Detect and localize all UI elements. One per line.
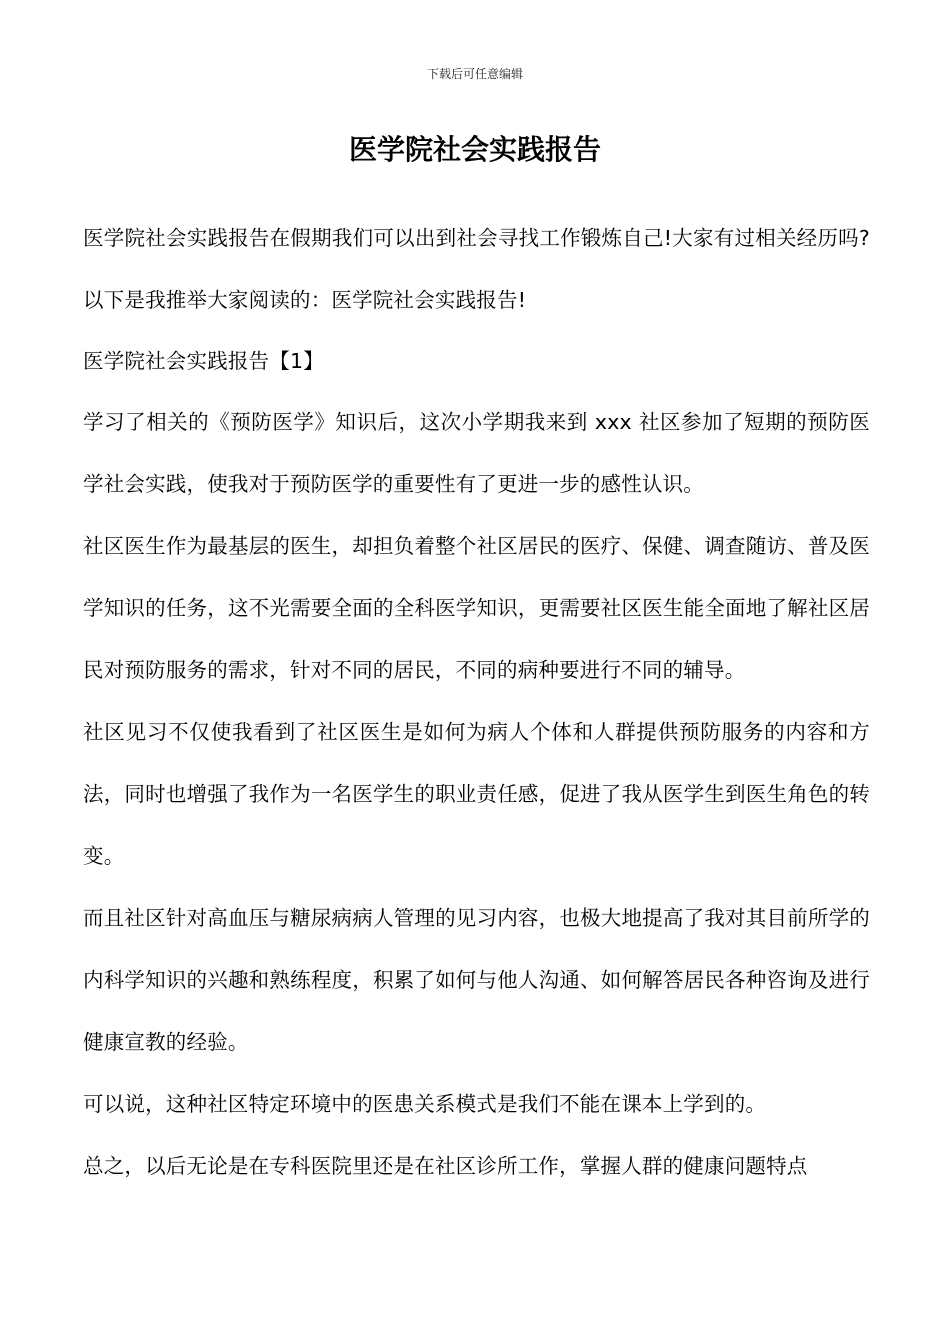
paragraph-4: 而且社区针对高血压与糖尿病病人管理的见习内容，也极大地提高了我对其目前所学的内科学知识的兴趣和熟练程度，积累了如何与他人沟通、如何解答居民各种咨询及进行健康宣教的经验。	[83, 906, 870, 1054]
paragraph-2: 社区医生作为最基层的医生，却担负着整个社区居民的医疗、保健、调查随访、普及医学知识的任务，这不光需要全面的全科医学知识，更需要社区医生能全面地了解社区居民对预防服务的需求，针对不同的居民，不同的病种要进行不同的辅导。	[83, 534, 870, 682]
paragraph-1: 学习了相关的《预防医学》知识后，这次小学期我来到 xxx 社区参加了短期的预防医学社会实践，使我对于预防医学的重要性有了更进一步的感性认识。	[83, 410, 870, 496]
document-body	[83, 207, 870, 1197]
paragraph-3: 社区见习不仅使我看到了社区医生是如何为病人个体和人群提供预防服务的内容和方法，同时也增强了我作为一名医学生的职业责任感，促进了我从医学生到医生角色的转变。	[83, 720, 870, 868]
section-heading: 医学院社会实践报告【1】	[83, 349, 324, 373]
paragraph-5: 可以说，这种社区特定环境中的医患关系模式是我们不能在课本上学到的。	[83, 1092, 767, 1116]
document-title: 医学院社会实践报告	[348, 133, 601, 166]
paragraph-intro: 医学院社会实践报告在假期我们可以出到社会寻找工作锻炼自己!大家有过相关经历吗?以下是我推举大家阅读的：医学院社会实践报告!	[83, 226, 870, 312]
page-header-note: 下载后可任意编辑	[426, 67, 523, 81]
paragraph-6: 总之，以后无论是在专科医院里还是在社区诊所工作，掌握人群的健康问题特点	[83, 1154, 808, 1178]
